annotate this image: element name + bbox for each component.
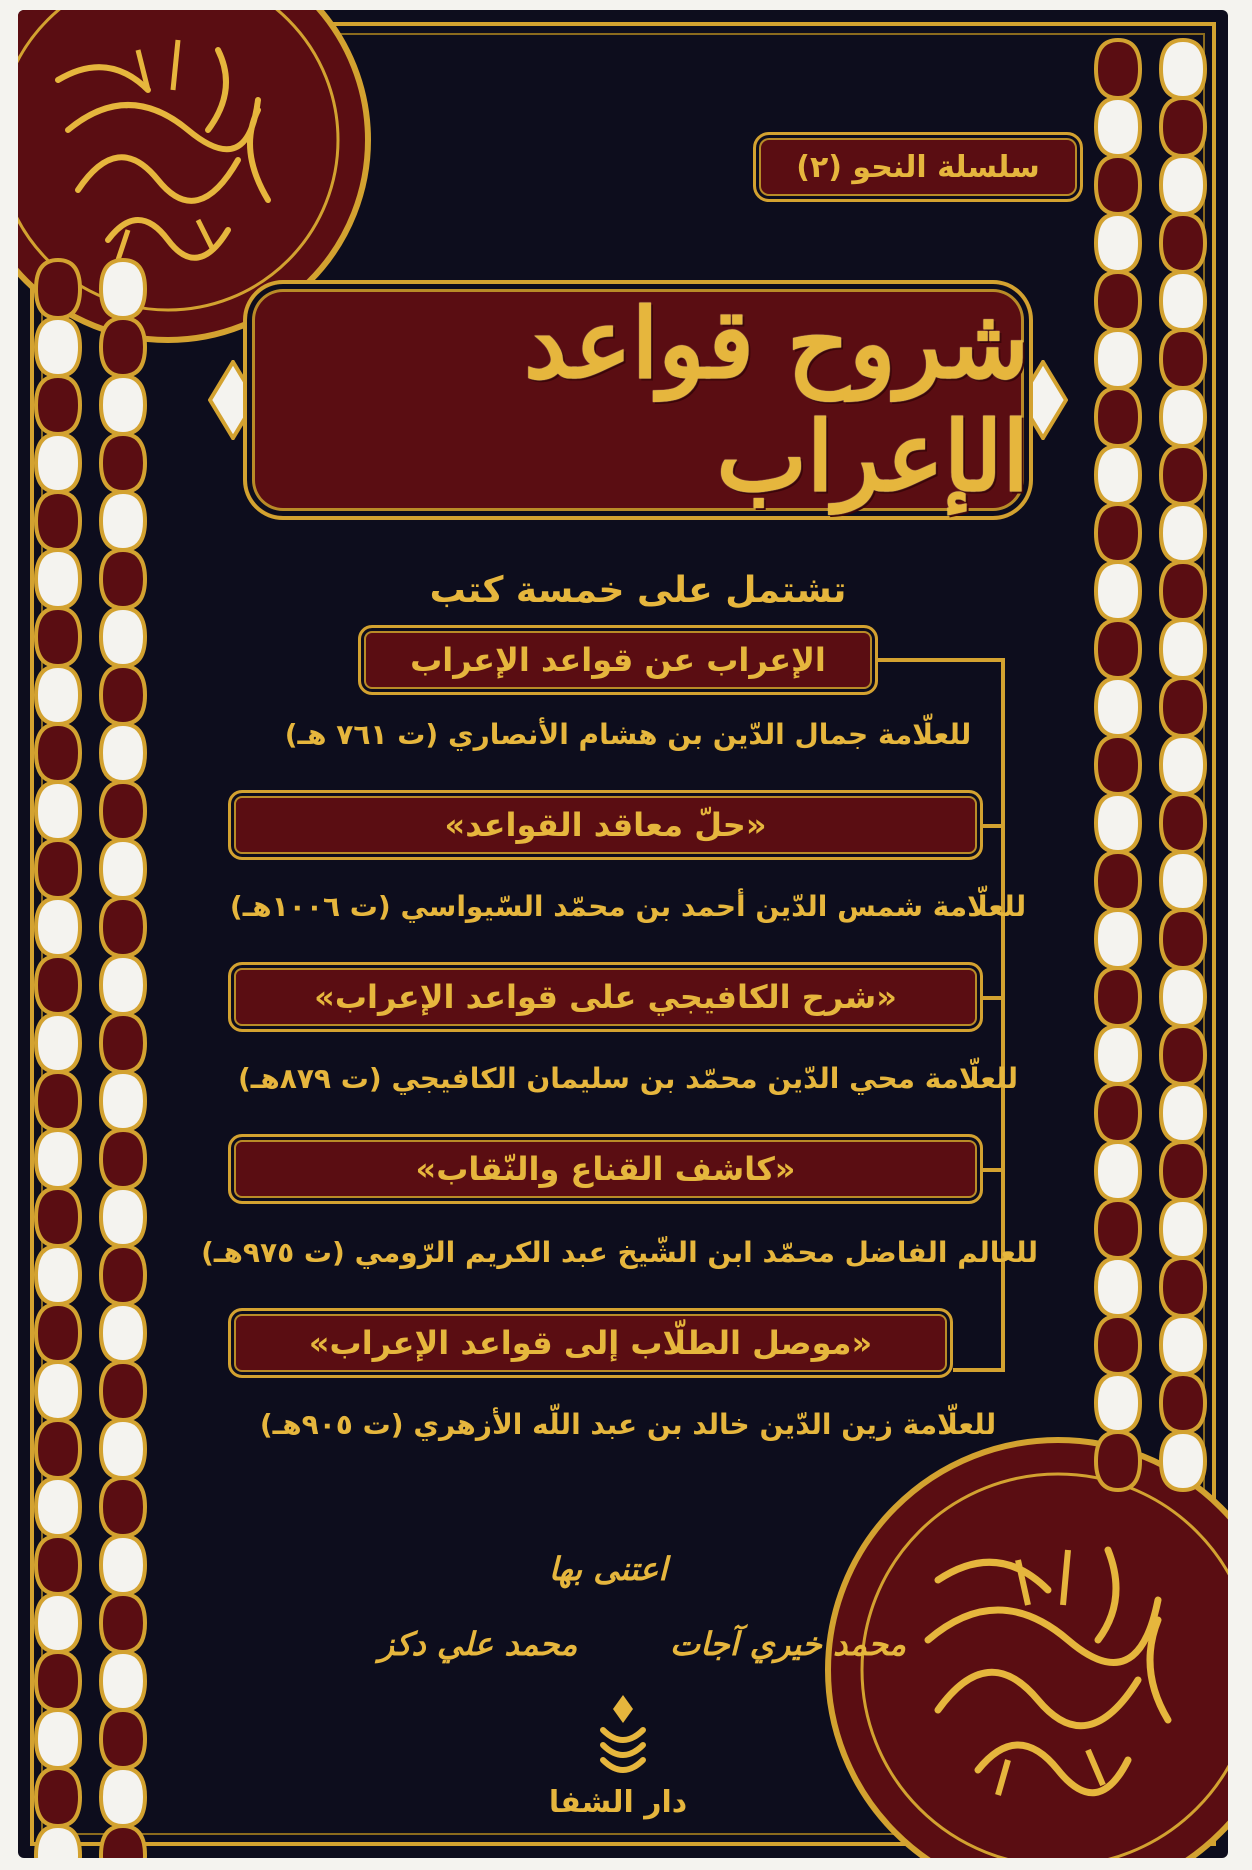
book-cover <box>18 10 1228 1858</box>
book-author-5: للعلّامة زين الدّين خالد بن عبد اللّه الأزهري (ت ٩٠٥هـ) <box>259 1408 997 1441</box>
book-author-3: للعلّامة محي الدّين محمّد بن سليمان الكافيجي (ت ٨٧٩هـ) <box>237 1062 1019 1095</box>
book-author-2: للعلّامة شمس الدّين أحمد بن محمّد السّيواسي (ت ١٠٠٦هـ) <box>229 890 1027 923</box>
publisher-name: دار الشفا <box>548 1785 688 1820</box>
book-title-1: الإعراب عن قواعد الإعراب <box>358 625 878 695</box>
book-author-1: للعلّامة جمال الدّين بن هشام الأنصاري (ت ٧٦١ هـ) <box>284 718 972 751</box>
book-title-5: «موصل الطلّاب إلى قواعد الإعراب» <box>228 1308 953 1378</box>
editor-name-2: محمد علي دكز <box>378 1625 578 1663</box>
editor-name-1: محمد خيري آجات <box>669 1625 907 1663</box>
book-title-4: «كاشف القناع والنّقاب» <box>228 1134 983 1204</box>
publisher-logo-icon <box>593 1690 653 1785</box>
series-label: سلسلة النحو (٢) <box>753 132 1083 202</box>
book-title-3: «شرح الكافيجي على قواعد الإعراب» <box>228 962 983 1032</box>
book-title-2: «حلّ معاقد القواعد» <box>228 790 983 860</box>
book-title: شروح قواعد الإعراب <box>524 287 1029 513</box>
book-author-4: للعالم الفاضل محمّد ابن الشّيخ عبد الكريم الرّومي (ت ٩٧٥هـ) <box>201 1236 1038 1269</box>
subtitle: تشتمل على خمسة كتب <box>429 570 847 611</box>
editors-heading: اعتنى بها <box>548 1550 668 1588</box>
